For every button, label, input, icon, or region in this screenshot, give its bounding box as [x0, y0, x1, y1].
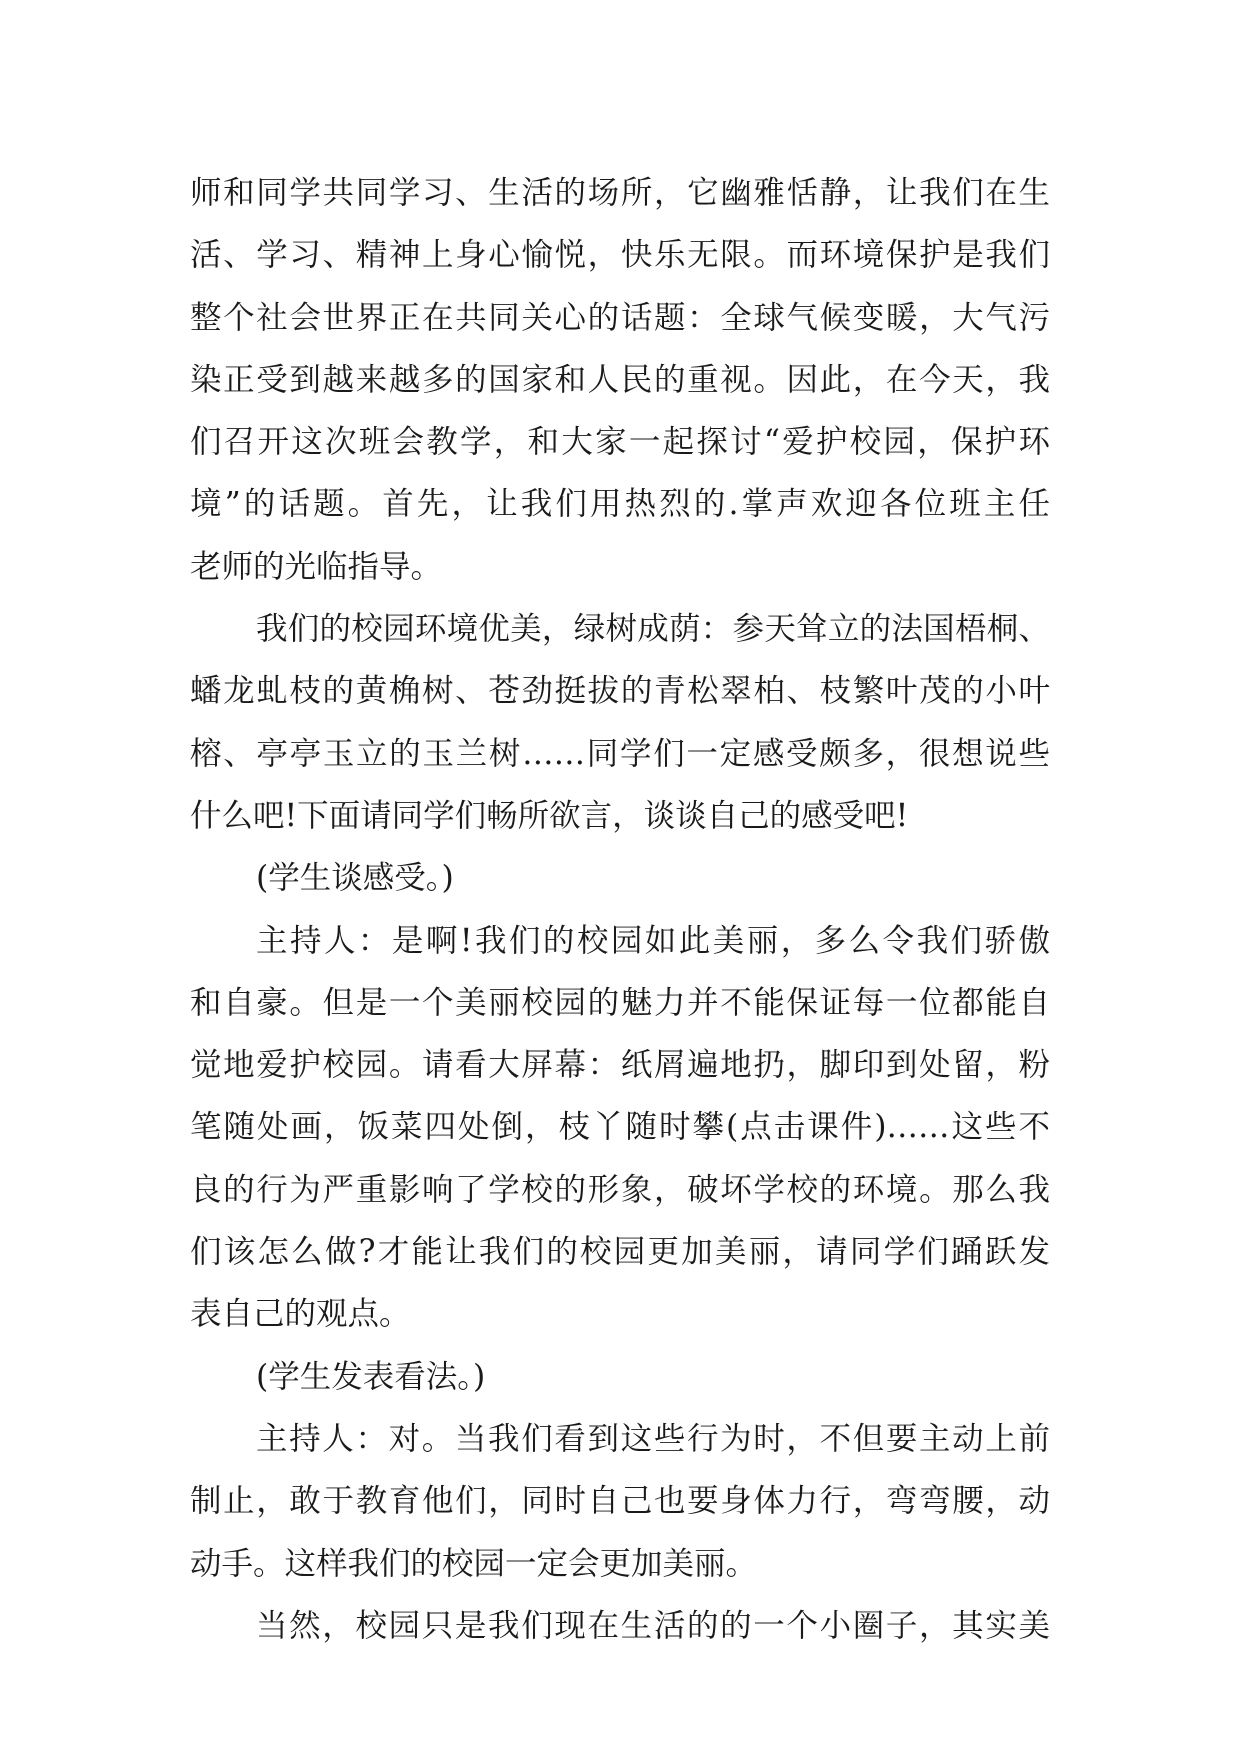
text-line: 境”的话题。首先，让我们用热烈的.掌声欢迎各位班主任 [190, 486, 1050, 523]
text-line: 整个社会世界正在共同关心的话题：全球气候变暖，大气污 [190, 299, 1050, 336]
text-line: 当然，校园只是我们现在生活的的一个小圈子，其实美 [256, 1607, 1050, 1644]
text-line: 主持人：对。当我们看到这些行为时，不但要主动上前 [256, 1420, 1050, 1457]
text-line: 榕、亭亭玉立的玉兰树……同学们一定感受颇多，很想说些 [190, 735, 1050, 772]
text-line: 们该怎么做?才能让我们的校园更加美丽，请同学们踊跃发 [190, 1234, 1050, 1271]
text-line: 活、学习、精神上身心愉悦，快乐无限。而环境保护是我们 [190, 237, 1050, 274]
text-line: 制止，敢于教育他们，同时自己也要身体力行，弯弯腰，动 [190, 1483, 1050, 1520]
text-line: 表自己的观点。 [190, 1296, 411, 1333]
text-line: 老师的光临指导。 [190, 548, 443, 585]
text-line: 良的行为严重影响了学校的形象，破坏学校的环境。那么我 [190, 1171, 1050, 1208]
text-line: 觉地爱护校园。请看大屏幕：纸屑遍地扔，脚印到处留，粉 [190, 1047, 1050, 1084]
text-line: 主持人：是啊!我们的校园如此美丽，多么令我们骄傲 [256, 922, 1050, 959]
body-text [190, 162, 1050, 1657]
text-line: 我们的校园环境优美，绿树成荫：参天耸立的法国梧桐、 [256, 611, 1050, 648]
text-line: 和自豪。但是一个美丽校园的魅力并不能保证每一位都能自 [190, 984, 1050, 1021]
text-line: 染正受到越来越多的国家和人民的重视。因此，在今天，我 [190, 361, 1050, 398]
text-line: 师和同学共同学习、生活的场所，它幽雅恬静，让我们在生 [190, 175, 1050, 211]
text-line: 蟠龙虬枝的黄桷树、苍劲挺拔的青松翠柏、枝繁叶茂的小叶 [190, 673, 1050, 710]
text-line: (学生发表看法。) [256, 1358, 486, 1395]
text-line: 动手。这样我们的校园一定会更加美丽。 [190, 1545, 758, 1582]
text-line: 们召开这次班会教学，和大家一起探讨“爱护校园，保护环 [190, 424, 1050, 461]
text-line: 笔随处画，饭菜四处倒，枝丫随时攀(点击课件)……这些不 [190, 1109, 1050, 1146]
text-line: 什么吧!下面请同学们畅所欲言，谈谈自己的感受吧! [190, 797, 909, 834]
text-line: (学生谈感受。) [256, 860, 454, 897]
